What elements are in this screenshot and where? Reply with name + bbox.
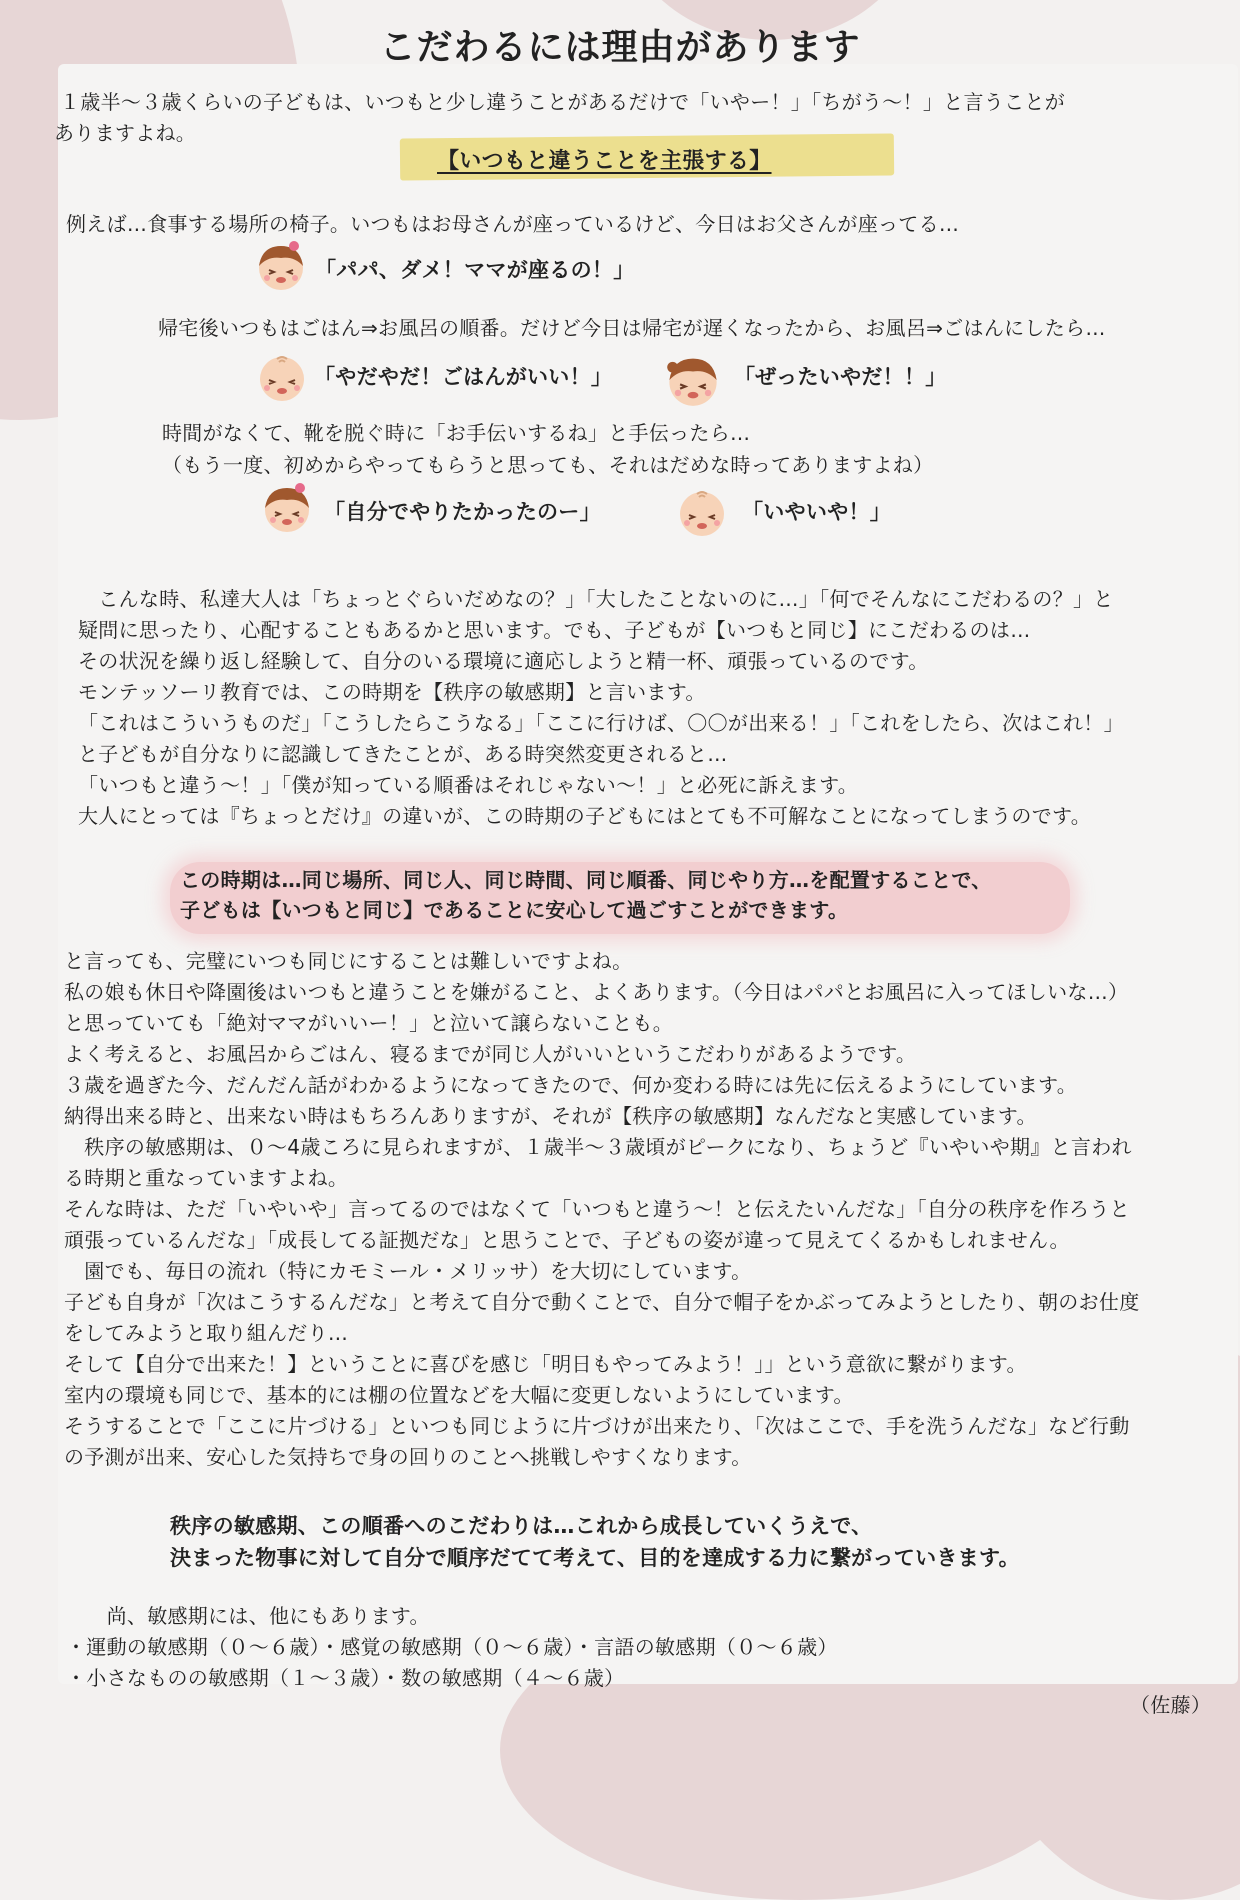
paragraph2-line: と思っていても「絶対ママがいいー！」と泣いて譲らないことも。 (64, 1011, 673, 1035)
paragraph1-line: と子どもが自分なりに認識してきたことが、ある時突然変更されると… (78, 742, 728, 766)
example3-text-1: 時間がなくて、靴を脱ぐ時に「お手伝いするね」と手伝ったら… (162, 421, 751, 445)
paragraph2-line: そして【自分で出来た！】ということに喜びを感じ「明日もやってみよう！」」という意欲に繋がります。 (64, 1352, 1027, 1376)
highlight2-line: 決まった物事に対して自分で順序だてて考えて、目的を達成する力に繋がっていきます。 (170, 1546, 1020, 1570)
paragraph2-line: 園でも、毎日の流れ（特にカモミール・メリッサ）を大切にしています。 (64, 1259, 752, 1283)
paragraph2-line: ３歳を過ぎた今、だんだん話がわかるようになってきたので、何か変わる時には先に伝えるようにしています。 (64, 1073, 1077, 1097)
footer-line: 尚、敏感期には、他にもあります。 (66, 1604, 430, 1628)
intro-line-2: ありますよね。 (54, 121, 197, 145)
highlight2-line: 秩序の敏感期、この順番へのこだわりは…これから成長していくうえで、 (170, 1514, 873, 1538)
paragraph2-line: 子ども自身が「次はこうするんだな」と考えて自分で動くことで、自分で帽子をかぶってみようとしたり、朝のお仕度 (64, 1290, 1140, 1314)
intro-line-1: １歳半〜３歳くらいの子どもは、いつもと少し違うことがあるだけで「いやー！」「ちがう〜！」と言うことが (60, 90, 1065, 114)
paragraph2-line: そうすることで「ここに片づける」といつも同じように片づけが出来たり、「次はここで、手を洗うんだな」など行動 (64, 1414, 1130, 1438)
example1-text: 例えば…食事する場所の椅子。いつもはお母さんが座っているけど、今日はお父さんが座ってる… (66, 212, 960, 236)
example3-text-2: （もう一度、初めからやってもらうと思っても、それはだめな時ってありますよね） (162, 453, 934, 477)
paragraph2-line: 私の娘も休日や降園後はいつもと違うことを嫌がること、よくあります。（今日はパパとお風呂に入ってほしいな…） (64, 980, 1129, 1004)
example3-quote-right: 「いやいや！」 (742, 500, 892, 524)
paragraph2-line: の予測が出来、安心した気持ちで身の回りのことへ挑戦しやすくなります。 (64, 1445, 752, 1469)
author: （佐藤） (1130, 1693, 1212, 1717)
highlight1-line: この時期は…同じ場所、同じ人、同じ時間、同じ順番、同じやり方…を配置することで、 (180, 868, 992, 892)
paragraph2-line: 頑張っているんだな」「成長してる証拠だな」と思うことで、子どもの姿が違って見えてくるかもしれません。 (64, 1228, 1070, 1252)
crying-baby-icon (675, 485, 729, 539)
paragraph1-line: 大人にとっては『ちょっとだけ』の違いが、この時期の子どもにはとても不可解なことになってしまうのです。 (78, 804, 1091, 828)
subheading: 【いつもと違うことを主張する】 (437, 149, 772, 174)
paragraph1-line: モンテッソーリ教育では、この時期を【秩序の敏感期】と言います。 (78, 680, 706, 704)
paragraph2-line: をしてみようと取り組んだり… (64, 1321, 349, 1345)
paragraph2-line: 秩序の敏感期は、０〜4歳ころに見られますが、１歳半〜３歳頃がピークになり、ちょうど『いやいや期』と言われ (64, 1135, 1132, 1159)
paragraph2-line: と言っても、完璧にいつも同じにすることは難しいですよね。 (64, 949, 633, 973)
paragraph1-line: 「これはこういうものだ」「こうしたらこうなる」「ここに行けば、〇〇が出来る！」「これをしたら、次はこれ！」 (78, 711, 1124, 735)
highlight1-line: 子どもは【いつもと同じ】であることに安心して過ごすことができます。 (180, 898, 849, 922)
paragraph1-line: 疑問に思ったり、心配することもあるかと思います。でも、子どもが【いつもと同じ】にこだわるのは… (78, 618, 1031, 642)
crying-baby-icon (255, 350, 309, 404)
paragraph1-line: その状況を繰り返し経験して、自分のいる環境に適応しようと精一杯、頑張っているのです。 (78, 649, 929, 673)
example3-quote-left: 「自分でやりたかったのー」 (324, 500, 601, 524)
footer-line: ・運動の敏感期（０〜６歳）・感覚の敏感期（０〜６歳）・言語の敏感期（０〜６歳） (66, 1635, 838, 1659)
paragraph2-line: 納得出来る時と、出来ない時はもちろんありますが、それが【秩序の敏感期】なんだなと実感しています。 (64, 1104, 1037, 1128)
example2-quote-right: 「ぜったいやだ！！」 (734, 365, 947, 389)
paragraph1-line: 「いつもと違う〜！」「僕が知っている順番はそれじゃない〜！」と必死に訴えます。 (78, 773, 859, 797)
example1-quote: 「パパ、ダメ！ママが座るの！」 (315, 258, 635, 282)
page-title: こだわるには理由があります (379, 27, 861, 68)
example2-text: 帰宅後いつもはごはん⇒お風呂の順番。だけど今日は帰宅が遅くなったから、お風呂⇒ごはんにしたら… (158, 316, 1106, 340)
footer-line: ・小さなものの敏感期（１〜３歳）・数の敏感期（４〜６歳） (66, 1666, 625, 1690)
paragraph2-line: 室内の環境も同じで、基本的には棚の位置などを大幅に変更しないようにしています。 (64, 1383, 854, 1407)
crying-girl-icon (254, 238, 308, 292)
paragraph2-line: る時期と重なっていますよね。 (64, 1166, 349, 1190)
crying-girl-icon (260, 480, 314, 534)
paragraph2-line: よく考えると、お風呂からごはん、寝るまでが同じ人がいいというこだわりがあるようです。 (64, 1042, 917, 1066)
paragraph1-line: こんな時、私達大人は「ちょっとぐらいだめなの？」「大したことないのに…」「何でそんなにこだわるの？」と (78, 587, 1114, 611)
paragraph2-line: そんな時は、ただ「いやいや」言ってるのではなくて「いつもと違う〜！と伝えたいんだな」「自分の秩序を作ろうと (64, 1197, 1130, 1221)
crying-girl-icon (664, 350, 722, 408)
example2-quote-left: 「やだやだ！ごはんがいい！」 (314, 365, 613, 389)
